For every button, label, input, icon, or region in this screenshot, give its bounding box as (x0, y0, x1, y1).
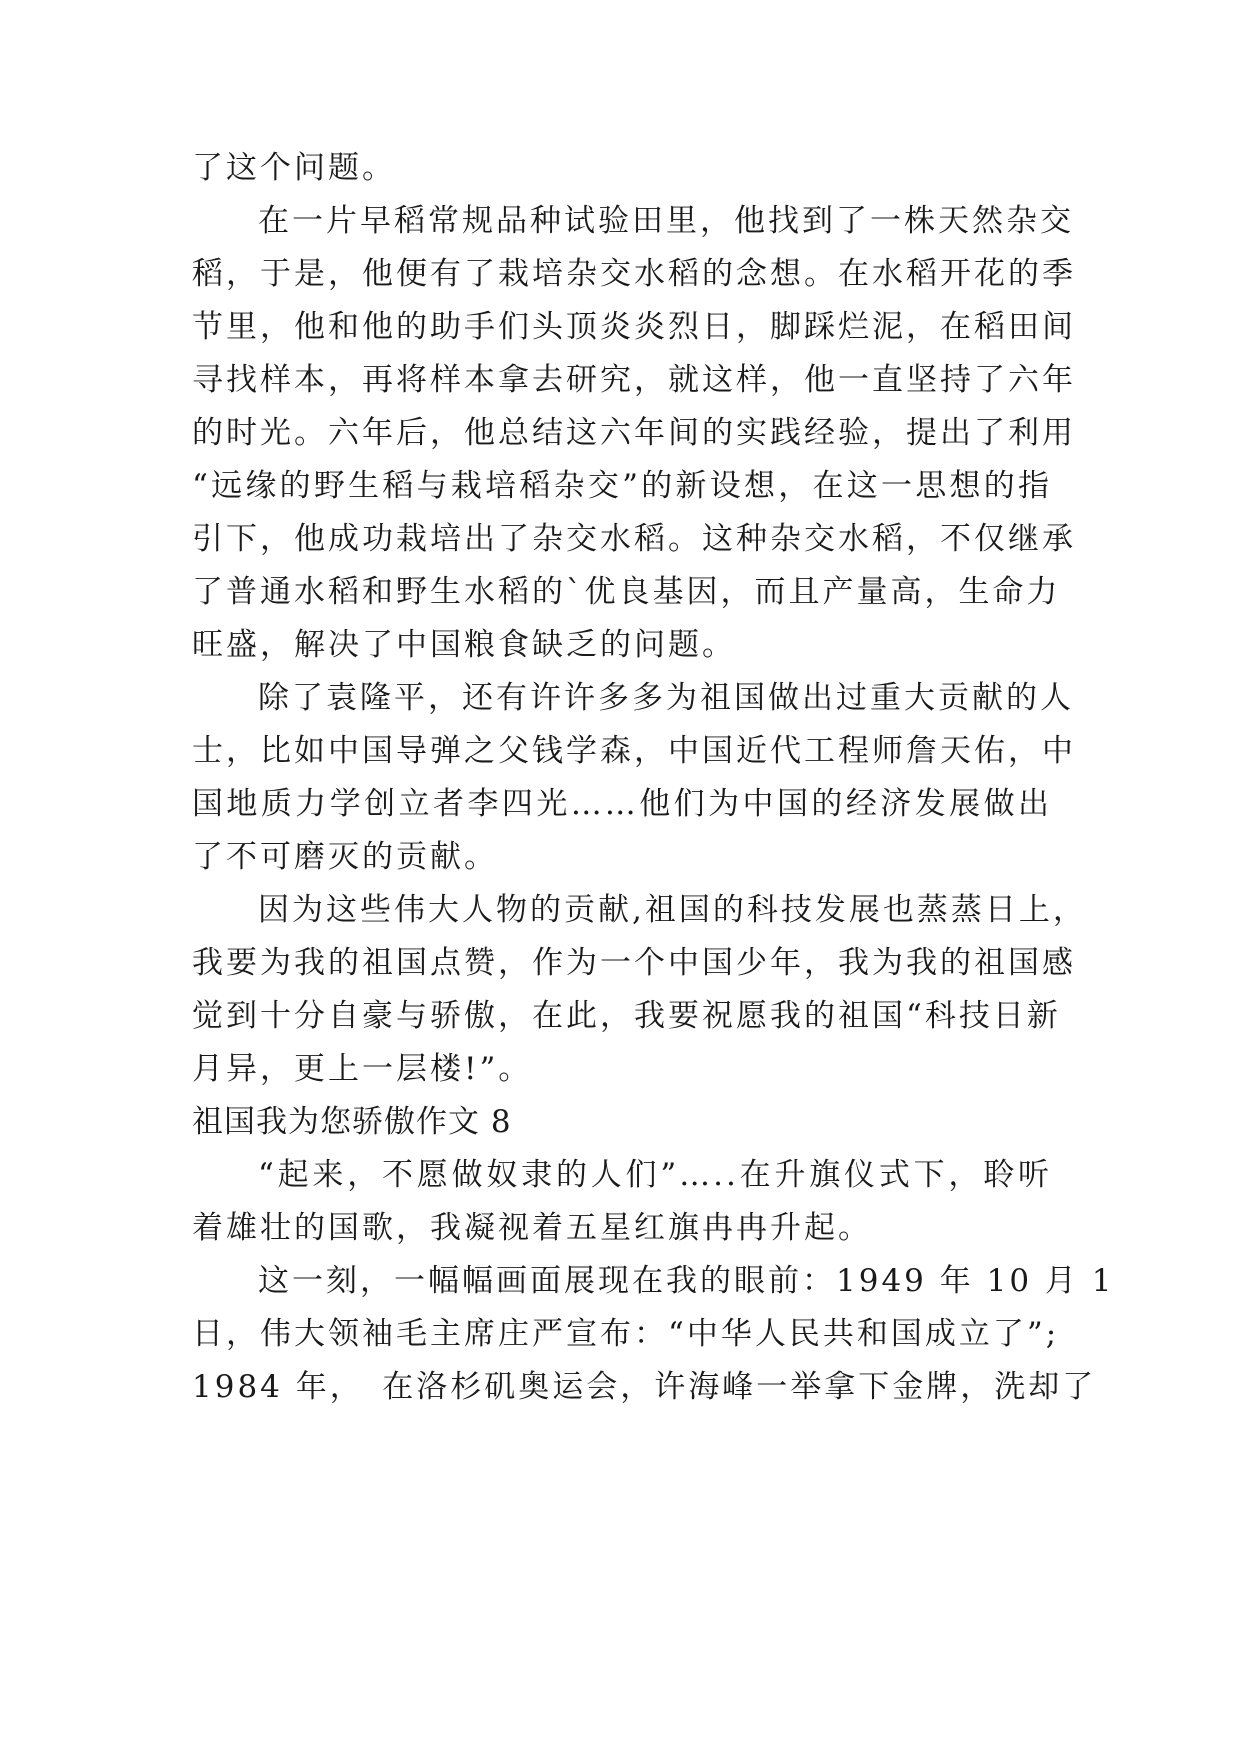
paragraph-line: 的时光。六年后，他总结这六年间的实践经验，提出了利用 (192, 415, 1076, 451)
paragraph-line: 除了袁隆平，还有许许多多为祖国做出过重大贡献的人 (258, 680, 1074, 716)
paragraph-line: 寻找样本，再将样本拿去研究，就这样，他一直坚持了六年 (192, 362, 1076, 398)
paragraph-line: 着雄壮的国歌，我凝视着五星红旗冉冉升起。 (192, 1210, 872, 1246)
paragraph-line: 了普通水稻和野生水稻的`优良基因，而且产量高，生命力 (192, 574, 1061, 610)
paragraph-line: 稻，于是，他便有了栽培杂交水稻的念想。在水稻开花的季 (192, 256, 1076, 292)
paragraph-line: 引下，他成功栽培出了杂交水稻。这种杂交水稻，不仅继承 (192, 521, 1076, 557)
paragraph-line: 我要为我的祖国点赞，作为一个中国少年，我为我的祖国感 (192, 945, 1076, 981)
paragraph-line: 觉到十分自豪与骄傲，在此，我要祝愿我的祖国“科技日新 (192, 998, 1061, 1034)
paragraph-line: “起来，不愿做奴隶的人们”…..在升旗仪式下，聆听 (258, 1157, 1052, 1193)
section-heading: 祖国我为您骄傲作文 8 (192, 1104, 512, 1140)
paragraph-line: 1984 年， 在洛杉矶奥运会，许海峰一举拿下金牌，洗却了 (192, 1369, 1097, 1405)
paragraph-line: 了不可磨灭的贡献。 (192, 839, 498, 875)
paragraph-line: 旺盛，解决了中国粮食缺乏的问题。 (192, 627, 736, 663)
paragraph-line: 在一片早稻常规品种试验田里，他找到了一株天然杂交 (258, 203, 1074, 239)
paragraph-line: 日，伟大领袖毛主席庄严宣布：“中华人民共和国成立了”; (192, 1316, 1060, 1352)
paragraph-line: 月异，更上一层楼!”。 (192, 1051, 533, 1087)
paragraph-line: 因为这些伟大人物的贡献,祖国的科技发展也蒸蒸日上， (258, 892, 1087, 928)
paragraph-line: “远缘的野生稻与栽培稻杂交”的新设想，在这一思想的指 (192, 468, 1052, 504)
paragraph-line: 节里，他和他的助手们头顶炎炎烈日，脚踩烂泥，在稻田间 (192, 309, 1076, 345)
paragraph-line: 士，比如中国导弹之父钱学森，中国近代工程师詹天佑，中 (192, 733, 1076, 769)
paragraph-line: 这一刻，一幅幅画面展现在我的眼前：1949 年 10 月 1 (258, 1263, 1115, 1299)
paragraph-line: 国地质力学创立者李四光……他们为中国的经济发展做出 (192, 786, 1052, 822)
paragraph-line: 了这个问题。 (192, 150, 396, 186)
